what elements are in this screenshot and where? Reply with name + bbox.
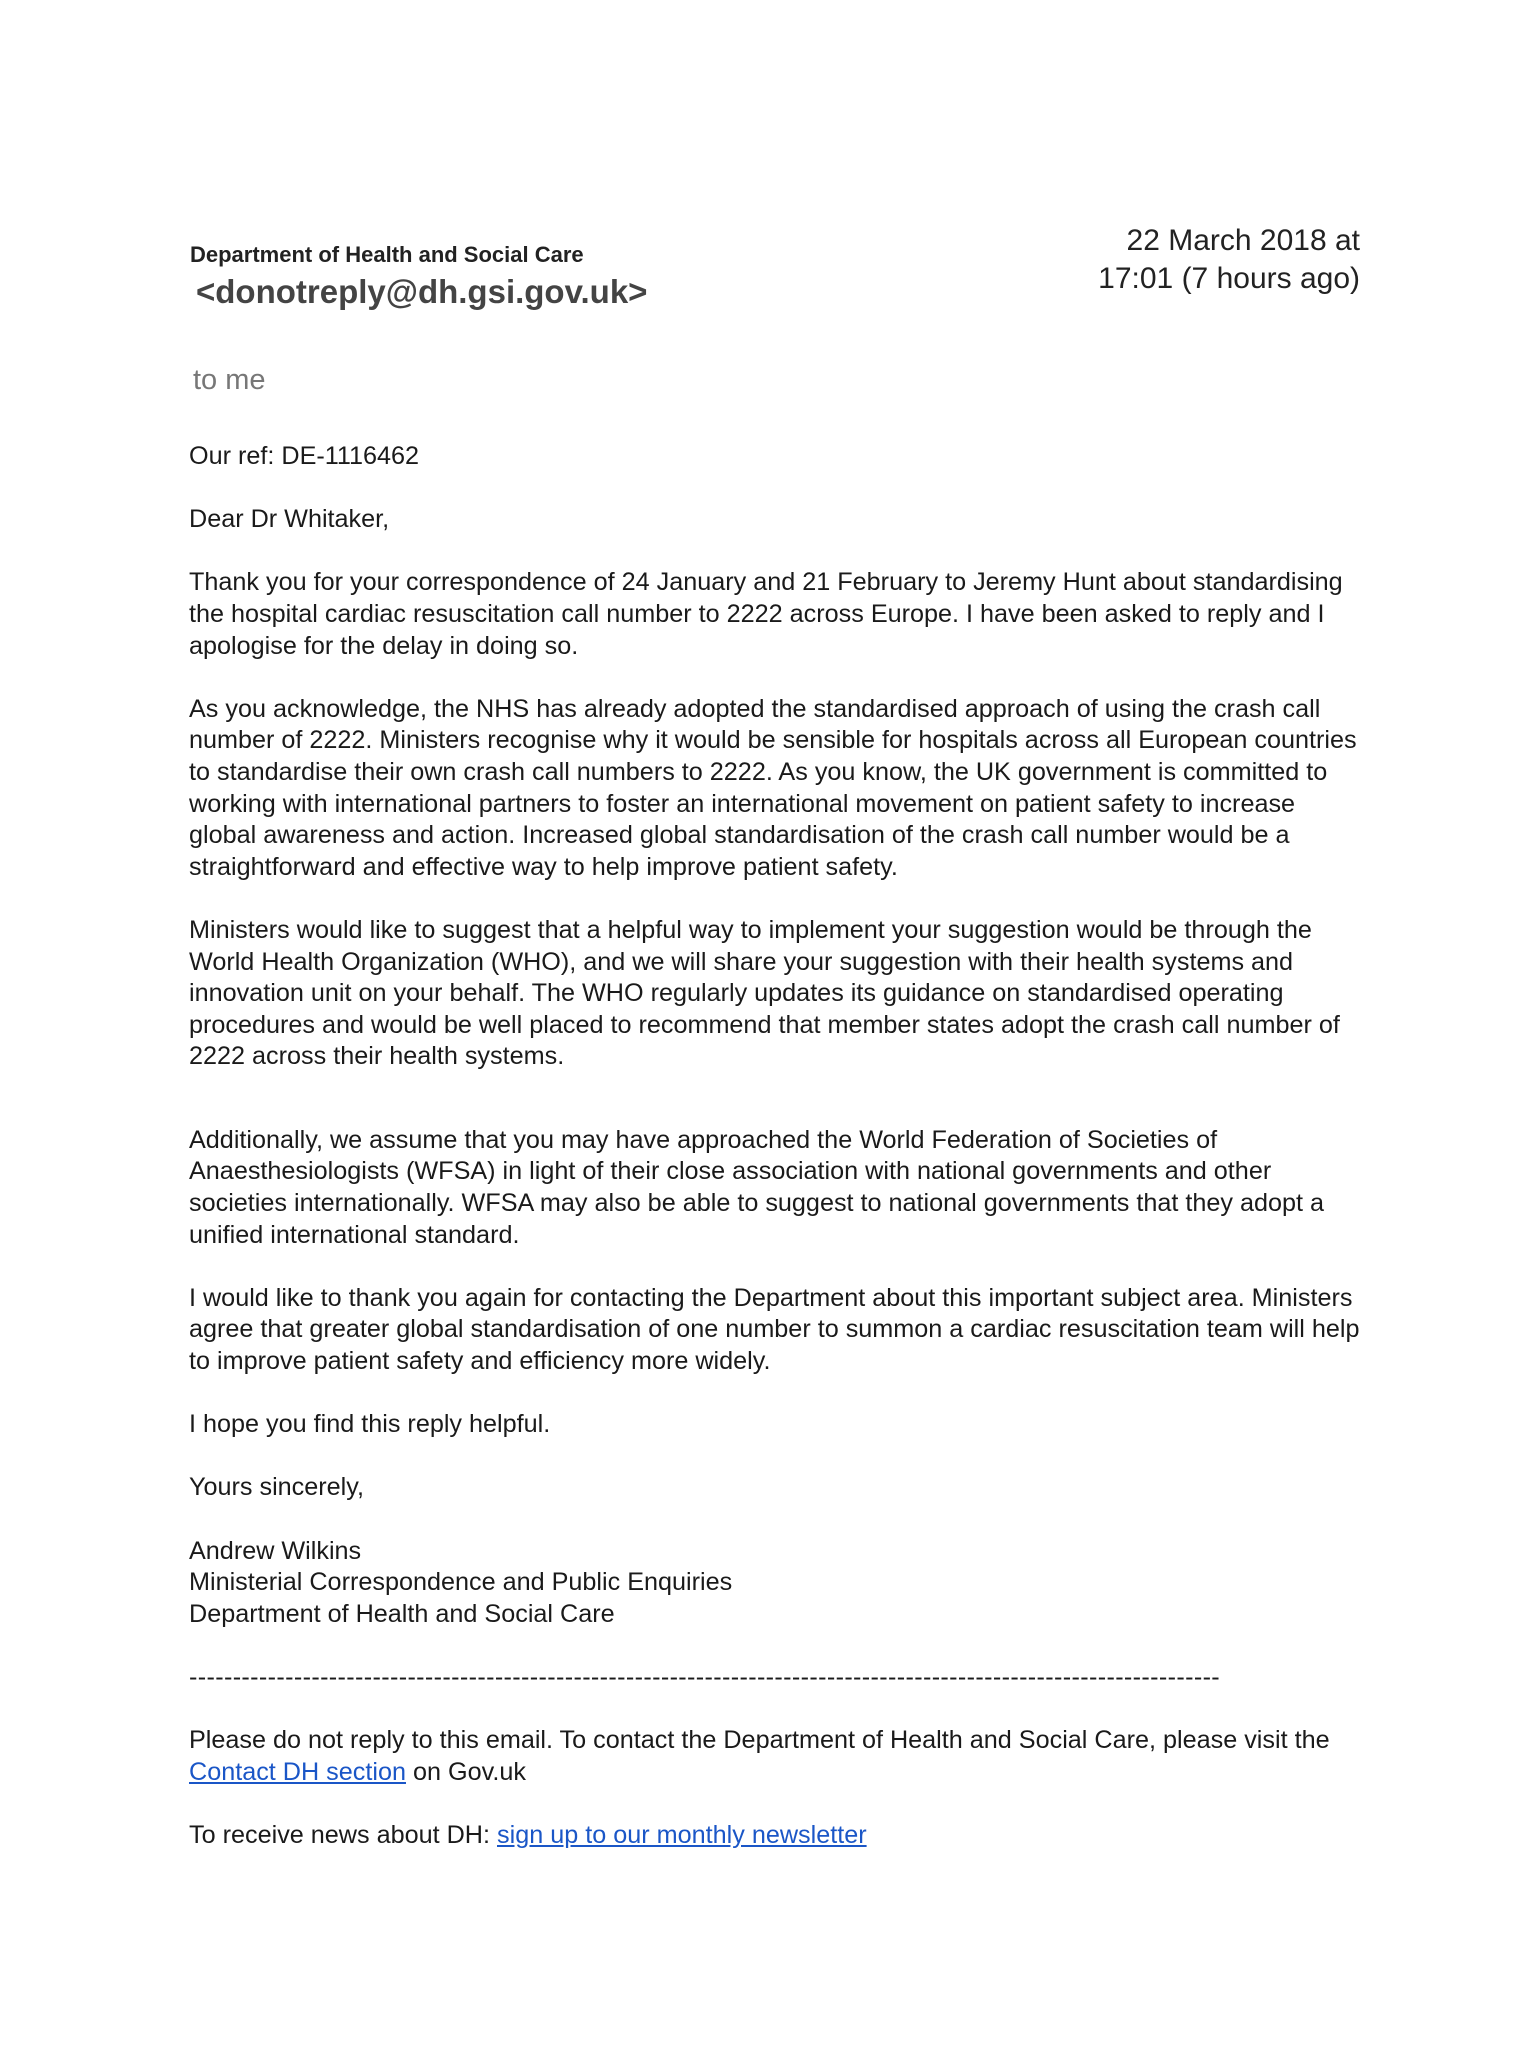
greeting: Dear Dr Whitaker,	[189, 505, 390, 534]
sender-name: Department of Health and Social Care	[190, 242, 584, 267]
sender-email[interactable]: <donotreply@dh.gsi.gov.uk>	[196, 273, 648, 310]
paragraph-6: I hope you find this reply helpful.	[189, 1410, 551, 1439]
footer-news	[189, 1820, 1369, 1852]
reference-number: Our ref: DE-1116462	[189, 442, 420, 470]
email-header	[190, 222, 1360, 312]
footer-contact-suffix: on Gov.uk	[405, 1757, 526, 1786]
footer-contact-prefix: Please do not reply to this email. To contact the Department of Health and Social Care, please visit the	[189, 1726, 1330, 1755]
paragraph-3: Ministers would like to suggest that a helpful way to implement your suggestion would be through the World Health Organization (WHO), and we will share your suggestion with their health systems and innovation unit on your behalf. The WHO regularly updates its guidance on standardised operating procedures and would be well placed to recommend that member states adopt the crash call number of 2222 across their health systems.	[189, 915, 1340, 1071]
signature-name: Andrew Wilkins	[189, 1536, 362, 1565]
paragraph-2: As you acknowledge, the NHS has already adopted the standardised approach of using the crash call number of 2222. Ministers recognise why it would be sensible for hospitals across all European countries to standardise their own crash call numbers to 2222. As you know, the UK government is committed to working with international partners to foster an international movement on patient safety to increase global awareness and action. Increased global standardisation of the crash call number would be a straightforward and effective way to help improve patient safety.	[189, 694, 1357, 881]
footer-news-prefix: To receive news about DH:	[189, 1820, 497, 1849]
contact-dh-link[interactable]: Contact DH section	[189, 1757, 406, 1786]
signature-role: Ministerial Correspondence and Public Enquiries	[189, 1568, 733, 1597]
signature	[189, 1536, 1369, 1631]
date-line-2: 17:01 (7 hours ago)	[1098, 262, 1360, 295]
closing: Yours sincerely,	[189, 1473, 364, 1502]
footer-contact	[189, 1725, 1369, 1788]
newsletter-link[interactable]: sign up to our monthly newsletter	[497, 1820, 867, 1849]
paragraph-1: Thank you for your correspondence of 24 January and 21 February to Jeremy Hunt about standardising the hospital cardiac resuscitation call number to 2222 across Europe. I have been asked to reply and I apologise for the delay in doing so.	[189, 568, 1343, 660]
signature-department: Department of Health and Social Care	[189, 1599, 615, 1628]
sender	[190, 238, 750, 316]
date-line-1: 22 March 2018 at	[1126, 224, 1360, 257]
paragraph-5: I would like to thank you again for contacting the Department about this important subject area. Ministers agree that greater global standardisation of one number to summon a cardiac resuscitation team will help to improve patient safety and efficiency more widely.	[189, 1283, 1360, 1376]
recipient-line[interactable]: to me	[193, 364, 266, 396]
paragraph-4: Additionally, we assume that you may have approached the World Federation of Societies of Anaesthesiologists (WFSA) in light of their close association with national governments and other societies internationally. WFSA may also be able to suggest to national governments that they adopt a unified international standard.	[189, 1125, 1325, 1249]
divider: ----------------------------------------------------------------------------------------------------------------------	[189, 1662, 1221, 1691]
email-date	[1020, 222, 1360, 298]
email-body	[189, 441, 1369, 1883]
